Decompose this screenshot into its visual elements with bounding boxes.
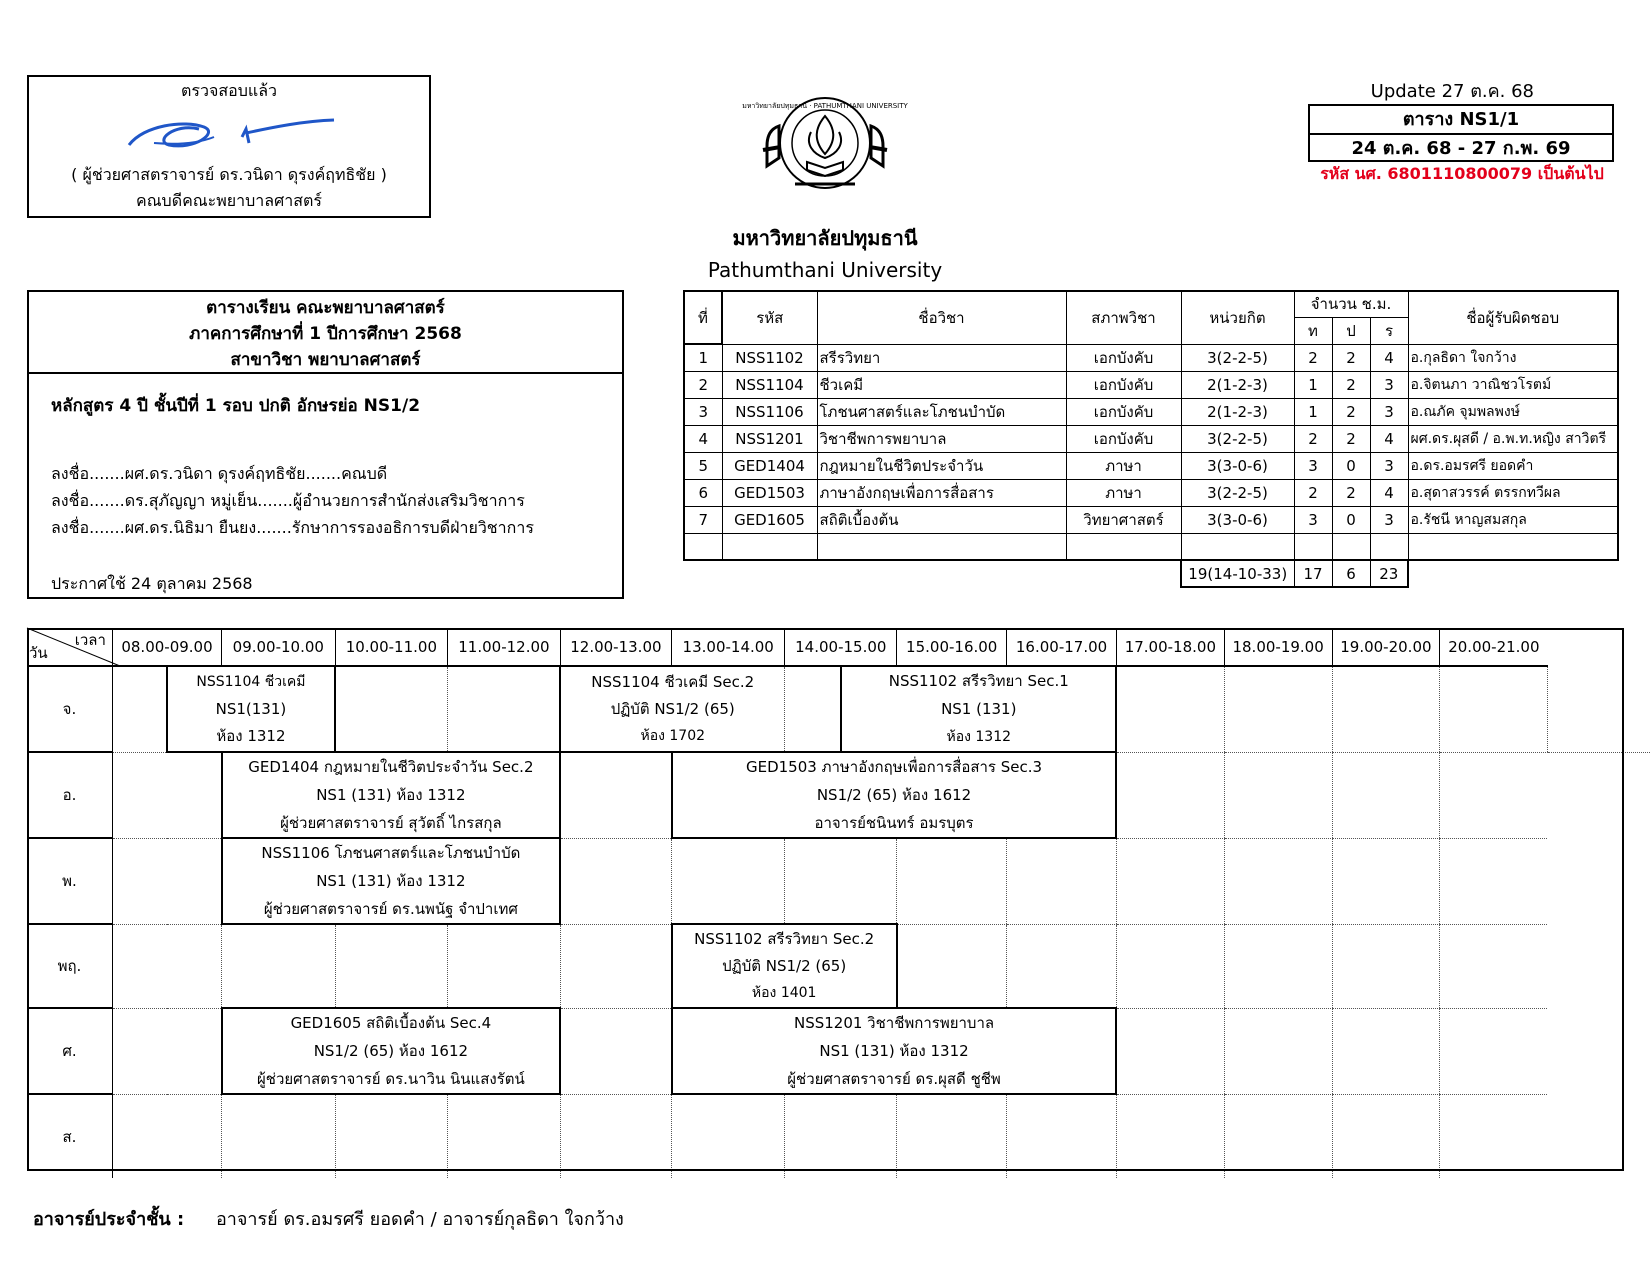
advisor-label: อาจารย์ประจำชั้น :: [33, 1209, 185, 1230]
timetable-row-tuesday: [27, 752, 1650, 838]
course-category: ภาษา: [1066, 452, 1181, 479]
info-sign-dean: ลงชื่อ.......ผศ.ดร.วนิดา ดุรงค์ฤทธิชัย.......คณบดี: [51, 464, 388, 483]
day-saturday: ส.: [27, 1094, 112, 1178]
course-credit: 3(3-0-6): [1181, 506, 1294, 533]
info-program: หลักสูตร 4 ปี ชั้นปีที่ 1 รอบ ปกติ อักษรย่อ NS1/2: [51, 396, 421, 416]
class-block: NSS1106 โภชนศาสตร์และโภชนบำบัด NS1 (131) ห้อง 1312 ผู้ช่วยศาสตราจารย์ ดร.นพนัฐ จำปาเทศ: [222, 838, 561, 924]
day-tuesday: อ.: [27, 752, 112, 838]
col-header-sum: ร: [1370, 317, 1408, 344]
slot-header-1100: 11.00-12.00: [448, 628, 561, 666]
course-responsible: อ.กุลธิดา ใจกว้าง: [1408, 344, 1618, 371]
slot-header-0800: 08.00-09.00: [112, 628, 221, 666]
course-category: เอกบังคับ: [1066, 425, 1181, 452]
day-wednesday: พ.: [27, 838, 112, 924]
col-header-hours: จำนวน ช.ม.: [1294, 291, 1408, 317]
course-sum-hours: 3: [1370, 452, 1408, 479]
course-no: 2: [684, 371, 722, 398]
course-theory-hours: 3: [1294, 506, 1332, 533]
class-advisor: [33, 1204, 624, 1233]
info-title-major: สาขาวิชา พยาบาลศาสตร์: [230, 350, 421, 370]
student-code: รหัส นศ. 6801110800079 เป็นต้นไป: [1320, 164, 1604, 183]
class-block: GED1404 กฎหมายในชีวิตประจำวัน Sec.2 NS1 (131) ห้อง 1312 ผู้ช่วยศาสตราจารย์ สุวัตถิ์ ไกรสกุล: [222, 752, 561, 838]
course-sum-hours: 4: [1370, 479, 1408, 506]
course-responsible: อ.ณภัค จุมพลพงษ์: [1408, 398, 1618, 425]
col-header-no: ที่: [684, 291, 722, 344]
university-name-english: Pathumthani University: [707, 258, 943, 282]
update-date: Update 27 ต.ค. 68: [1370, 81, 1534, 102]
course-practice-hours: 0: [1332, 506, 1370, 533]
approval-checked: ตรวจสอบแล้ว: [181, 81, 277, 100]
course-practice-hours: 0: [1332, 452, 1370, 479]
info-title-semester: ภาคการศึกษาที่ 1 ปีการศึกษา 2568: [189, 324, 462, 344]
course-theory-hours: 2: [1294, 425, 1332, 452]
course-practice-hours: 2: [1332, 344, 1370, 371]
course-sum-hours: 3: [1370, 398, 1408, 425]
university-name-thai: มหาวิทยาลัยปทุมธานี: [732, 226, 918, 250]
info-sign-director: ลงชื่อ.......ดร.สุภัญญา หมู่เย็น.......ผู้อำนวยการสำนักส่งเสริมวิชาการ: [51, 491, 525, 510]
course-no: 3: [684, 398, 722, 425]
course-sum-hours: 3: [1370, 506, 1408, 533]
course-credit: 3(2-2-5): [1181, 479, 1294, 506]
total-theory: 17: [1294, 560, 1332, 587]
course-credit: 2(1-2-3): [1181, 371, 1294, 398]
slot-header-1800: 18.00-19.00: [1224, 628, 1332, 666]
course-theory-hours: 1: [1294, 398, 1332, 425]
course-category: เอกบังคับ: [1066, 371, 1181, 398]
slot-header-1200: 12.00-13.00: [560, 628, 671, 666]
timetable-row-wednesday: [27, 838, 1650, 924]
class-block: GED1605 สถิติเบื้องต้น Sec.4 NS1/2 (65) ห้อง 1612 ผู้ช่วยศาสตราจารย์ ดร.นาวิน นินแสงรัตน์: [222, 1008, 561, 1094]
slot-header-1000: 10.00-11.00: [335, 628, 448, 666]
course-row: [684, 479, 1618, 506]
schedule-code: ตาราง NS1/1: [1310, 106, 1612, 135]
course-name: ภาษาอังกฤษเพื่อการสื่อสาร: [817, 479, 1066, 506]
course-row: [684, 506, 1618, 533]
course-code: GED1404: [722, 452, 817, 479]
course-sum-hours: 3: [1370, 371, 1408, 398]
advisor-names: อาจารย์ ดร.อมรศรี ยอดคำ / อาจารย์กุลธิดา ใจกว้าง: [215, 1209, 624, 1230]
class-block: NSS1104 ชีวเคมี NS1(131) ห้อง 1312: [167, 666, 335, 752]
course-responsible: อ.สุดาสวรรค์ ตรรกทวีผล: [1408, 479, 1618, 506]
info-sign-vp: ลงชื่อ.......ผศ.ดร.นิธิมา ยืนยง.......รักษาการรองอธิการบดีฝ่ายวิชาการ: [51, 518, 534, 537]
course-no: 4: [684, 425, 722, 452]
class-block: NSS1102 สรีรวิทยา Sec.2 ปฏิบัติ NS1/2 (65) ห้อง 1401: [672, 924, 897, 1008]
course-theory-hours: 2: [1294, 479, 1332, 506]
col-header-practice: ป: [1332, 317, 1370, 344]
timetable-row-friday: [27, 1008, 1650, 1094]
university-logo: [742, 88, 908, 204]
col-header-code: รหัส: [722, 291, 817, 344]
schedule-date-range: 24 ต.ค. 68 - 27 ก.พ. 69: [1351, 138, 1571, 159]
time-day-corner: [27, 628, 112, 666]
info-divider: [29, 372, 622, 374]
course-row: [684, 371, 1618, 398]
course-no: 7: [684, 506, 722, 533]
course-credit: 3(2-2-5): [1181, 425, 1294, 452]
approval-box: [27, 75, 431, 218]
total-practice: 6: [1332, 560, 1370, 587]
course-practice-hours: 2: [1332, 479, 1370, 506]
col-header-responsible: ชื่อผู้รับผิดชอบ: [1408, 291, 1618, 344]
signature-icon: [124, 115, 344, 155]
timetable-row-monday: [27, 666, 1650, 752]
time-label: เวลา: [74, 631, 106, 649]
schedule-code-box: [1308, 104, 1614, 162]
logo-text: มหาวิทยาลัยปทุมธานี · PATHUMTHANI UNIVERSITY: [742, 102, 908, 110]
course-credit: 2(1-2-3): [1181, 398, 1294, 425]
course-category: ภาษา: [1066, 479, 1181, 506]
total-credit: 19(14-10-33): [1181, 560, 1294, 587]
course-responsible: อ.จิตนภา วาณิชวโรตม์: [1408, 371, 1618, 398]
course-no: 1: [684, 344, 722, 371]
slot-header-1900: 19.00-20.00: [1332, 628, 1440, 666]
course-code: GED1503: [722, 479, 817, 506]
course-theory-hours: 2: [1294, 344, 1332, 371]
col-header-name: ชื่อวิชา: [817, 291, 1066, 344]
class-block: NSS1102 สรีรวิทยา Sec.1 NS1 (131) ห้อง 1312: [841, 666, 1116, 752]
class-block: GED1503 ภาษาอังกฤษเพื่อการสื่อสาร Sec.3 NS1/2 (65) ห้อง 1612 อาจารย์ชนินทร์ อมรบุตร: [672, 752, 1117, 838]
timetable-header-row: [27, 628, 1650, 666]
course-no: 6: [684, 479, 722, 506]
schedule-info-box: [27, 290, 624, 599]
slot-header-0900: 09.00-10.00: [222, 628, 336, 666]
course-name: โภชนศาสตร์และโภชนบำบัด: [817, 398, 1066, 425]
timetable: [27, 628, 1650, 1178]
course-row-empty: [684, 533, 1618, 560]
slot-header-2000: 20.00-21.00: [1440, 628, 1548, 666]
course-code: GED1605: [722, 506, 817, 533]
course-name: ชีวเคมี: [817, 371, 1066, 398]
col-header-category: สภาพวิชา: [1066, 291, 1181, 344]
course-code: NSS1104: [722, 371, 817, 398]
course-practice-hours: 2: [1332, 371, 1370, 398]
total-sum: 23: [1370, 560, 1408, 587]
course-name: กฎหมายในชีวิตประจำวัน: [817, 452, 1066, 479]
slot-header-1700: 17.00-18.00: [1116, 628, 1224, 666]
timetable-row-saturday: [27, 1094, 1650, 1178]
course-credit: 3(3-0-6): [1181, 452, 1294, 479]
course-name: สรีรวิทยา: [817, 344, 1066, 371]
course-code: NSS1102: [722, 344, 817, 371]
course-category: เอกบังคับ: [1066, 344, 1181, 371]
slot-header-1500: 15.00-16.00: [897, 628, 1007, 666]
course-name: วิชาชีพการพยาบาล: [817, 425, 1066, 452]
course-category: เอกบังคับ: [1066, 398, 1181, 425]
col-header-theory: ท: [1294, 317, 1332, 344]
col-header-credit: หน่วยกิต: [1181, 291, 1294, 344]
course-row: [684, 425, 1618, 452]
course-credit: 3(2-2-5): [1181, 344, 1294, 371]
approval-position: คณบดีคณะพยาบาลศาสตร์: [136, 191, 322, 210]
course-responsible: อ.ดร.อมรศรี ยอดคำ: [1408, 452, 1618, 479]
course-row: [684, 344, 1618, 371]
course-responsible: อ.รัชนี หาญสมสกุล: [1408, 506, 1618, 533]
course-code: NSS1106: [722, 398, 817, 425]
day-monday: จ.: [27, 666, 112, 752]
course-code: NSS1201: [722, 425, 817, 452]
course-sum-hours: 4: [1370, 344, 1408, 371]
course-category: วิทยาศาสตร์: [1066, 506, 1181, 533]
course-name: สถิติเบื้องต้น: [817, 506, 1066, 533]
approval-signer: ( ผู้ช่วยศาสตราจารย์ ดร.วนิดา ดุรงค์ฤทธิชัย ): [71, 165, 387, 184]
slot-header-1300: 13.00-14.00: [672, 628, 785, 666]
course-no: 5: [684, 452, 722, 479]
info-title-faculty: ตารางเรียน คณะพยาบาลศาสตร์: [206, 298, 445, 318]
class-block: NSS1104 ชีวเคมี Sec.2 ปฏิบัติ NS1/2 (65) ห้อง 1702: [560, 666, 785, 752]
course-responsible: ผศ.ดร.ผุสดี / อ.พ.ท.หญิง สาวิตรี: [1408, 425, 1618, 452]
course-theory-hours: 3: [1294, 452, 1332, 479]
course-table: [683, 290, 1619, 588]
course-total-row: [684, 560, 1618, 587]
day-thursday: พฤ.: [27, 924, 112, 1008]
day-label: วัน: [29, 644, 48, 662]
slot-header-1600: 16.00-17.00: [1007, 628, 1117, 666]
course-practice-hours: 2: [1332, 425, 1370, 452]
course-row: [684, 452, 1618, 479]
slot-header-1400: 14.00-15.00: [785, 628, 897, 666]
course-practice-hours: 2: [1332, 398, 1370, 425]
timetable-row-thursday: [27, 924, 1650, 1008]
course-sum-hours: 4: [1370, 425, 1408, 452]
info-announce-date: ประกาศใช้ 24 ตุลาคม 2568: [51, 574, 253, 593]
class-block: NSS1201 วิชาชีพการพยาบาล NS1 (131) ห้อง 1312 ผู้ช่วยศาสตราจารย์ ดร.ผุสดี ชูชีพ: [672, 1008, 1117, 1094]
course-row: [684, 398, 1618, 425]
course-theory-hours: 1: [1294, 371, 1332, 398]
day-friday: ศ.: [27, 1008, 112, 1094]
